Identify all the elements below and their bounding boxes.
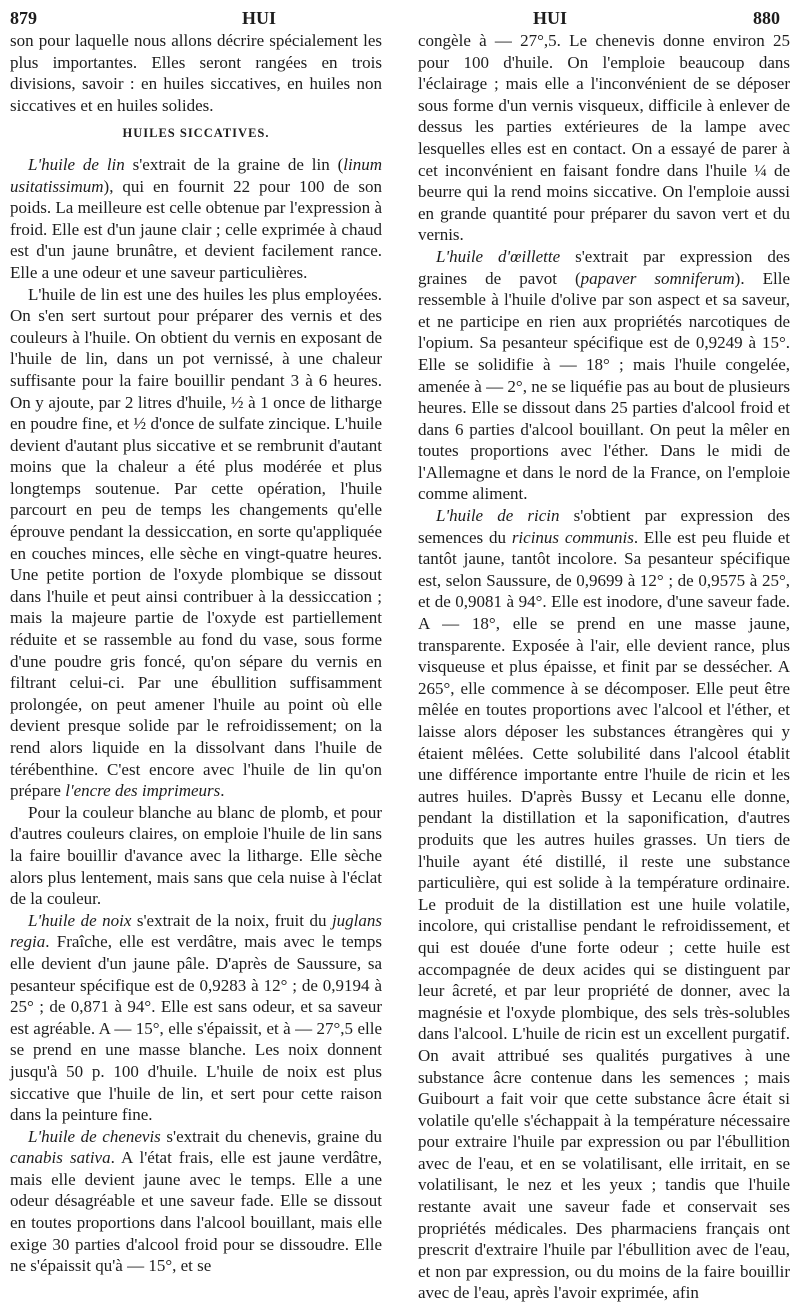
- text: ). Elle ressemble à l'huile d'olive par son aspect et sa saveur, et ne participe en rien aux propriétés narcotiques de l'opium. Sa pesanteur spécifique est de 0,9249 à 15°. Elle se solidifie à — 18° ; mais l'huile congelée, amenée à — 2°, ne se liquéfie pas au bout de plusieurs heures. Elle se dissout dans 25 parties d'alcool froid et dans 6 parties d'alcool bouillant. On peut la mêler en toutes proportions avec l'éther. Dans le midi de l'Allemagne et dans le nord de la France, on l'emploie comme aliment.: [418, 268, 790, 504]
- paragraph-huile-de-ricin: [418, 505, 790, 1304]
- text: . Fraîche, elle est verdâtre, mais avec le temps elle devient d'un jaune pâle. D'après de Saussure, sa pesanteur spécifique est de 0,9283 à 12° ; de 0,9194 à 25° ; de 0,871 à 94°. Elle est sans odeur, et sa saveur est agréable. A — 15°, elle s'épaissit, et à — 27°,5 elle se prend en une masse blanche. Les noix donnent jusqu'à 50 p. 100 d'huile. L'huile de noix est plus siccative que l'huile de lin, et sert pour cette raison dans la peinture fine.: [10, 932, 382, 1125]
- text: s'extrait de la graine de lin (: [124, 154, 344, 174]
- paragraph-huile-de-lin: [10, 154, 382, 284]
- term: L'huile de lin: [28, 154, 125, 174]
- page-number-left: 879: [10, 8, 37, 28]
- term: L'huile de chenevis: [28, 1126, 161, 1146]
- text: . Elle est peu fluide et tantôt jaune, tantôt incolore. Sa pesanteur spécifique est, selon Saussure, de 0,9699 à 12° ; de 0,9575 à 25°, et de 0,9081 à 94°. Elle est inodore, d'une saveur fade. A — 18°, elle se prend en une masse jaune, transparente. Exposée à l'air, elle devient rance, plus visqueuse et plus épaisse, et finit par se dessécher. A 265°, elle commence à se décomposer. Elle peut être mêlée en toutes proportions avec l'alcool et l'éther, et laisse alors déposer les substances étrangères qui y étaient mêlées. Cette solubilité dans l'alcool établit une différence importante entre l'huile de ricin et les autres huiles. D'après Bussy et Lecanu elle donne, pendant la distillation et la saponification, d'autres produits que les autres huiles grasses. Un tiers de l'huile ayant été distillé, il reste une substance particulière, qui est solide à la température ordinaire. Le produit de la distillation est une huile volatile, incolore, qui cristallise pendant le refroidissement, et qui est douée d'une forte odeur ; cette huile est accompagnée de deux acides qui se distinguent par leur âcreté, et par leur propriété de donner, avec la magnésie et l'oxyde plombique, des sels très-solubles dans l'alcool. L'huile de ricin est un excellent purgatif. On avait attribué ses qualités purgatives à une substance âcre contenue dans les semences ; mais Guibourt a fait voir que cette substance âcre était si volatile qu'elle s'échappait à la température nécessaire pour extraire l'huile par expression ou par l'ébullition avec de l'eau, et en se volatilisant, elle irritait, en se volatilisant, le nez et les yeux ; tandis que l'huile restante avait une saveur fade et conservait ses propriétés médicales. Des pharmaciens français ont prescrit d'extraire l'huile par l'ébullition avec de l'eau, et non par expression, ou du moins de la faire bouillir avec de l'eau, après l'avoir exprimée, afin: [418, 527, 790, 1303]
- text: s'obtient par expression des semences du: [418, 506, 790, 547]
- text: s'extrait du chenevis, graine du: [160, 1126, 382, 1146]
- term: L'huile de ricin: [436, 506, 560, 526]
- text: s'extrait de la noix, fruit du: [131, 910, 332, 930]
- section-heading: HUILES SICCATIVES.: [122, 126, 270, 141]
- text: s'extrait par expression des graines de pavot (: [418, 246, 790, 288]
- paragraph-huile-d-oeillette: [418, 246, 790, 505]
- paragraph: Pour la couleur blanche au blanc de plomb, et pour d'autres couleurs claires, on emploie l'huile de lin sans la faire bouillir d'avance avec la litharge. Elle sèche alors plus lentement, mais sans que cela nuise à l'éclat de la couleur.: [10, 802, 382, 909]
- term: L'huile de noix: [28, 910, 132, 930]
- running-head-left: HUI: [242, 8, 277, 28]
- latin-name: juglans regia: [10, 910, 382, 952]
- text: . A l'état frais, elle est jaune verdâtre, mais elle devient jaune avec le temps. Elle a une odeur désagréable et une saveur fade. Elle se dissout en toutes proportions dans l'alcool bouillant, mais elle exige 30 parties d'alcool froid pour se dissoudre. Elle ne s'épaissit qu'à — 15°, et se: [10, 1148, 382, 1276]
- paragraph-huile-de-noix: [10, 910, 382, 1126]
- right-column: [418, 30, 790, 1304]
- page-number-right: 880: [753, 8, 780, 28]
- text: ), qui en fournit 22 pour 100 de son poids. La meilleure est celle obtenue par l'expression à froid. Elle est d'un jaune clair ; celle exprimée à chaud est d'un jaune brunâtre, et devient facilement rance. Elle a une odeur et une saveur particulières.: [10, 176, 382, 282]
- page-header: [0, 0, 800, 34]
- term: l'encre des imprimeurs: [65, 781, 221, 801]
- text: L'huile de lin est une des huiles les plus employées. On s'en sert surtout pour préparer des vernis et des couleurs à l'huile. On obtient du vernis en exposant de l'huile de lin, dans un pot vernissé, à une chaleur suffisante pour la faire bouillir pendant 3 à 6 heures. On y ajoute, par 2 litres d'huile, ½ à 1 once de litharge en poudre fine, et ½ d'once de sulfate zincique. L'huile devient d'autant plus siccative et se rembrunit d'autant moins que la chaleur a été plus modérée et plus longtemps soutenue. Par cette opération, l'huile parcourt en peu de temps les changements qu'elle éprouve pendant la dessiccation, en sorte qu'appliquée en couches minces, elle sèche en vingt-quatre heures. Une petite portion de l'oxyde plombique se dissout dans l'huile et peut ainsi contribuer à la dessiccation ; mais la majeure partie de l'oxyde est partiellement réduite et se rassemble au fond du vase, sous forme d'une poudre gris foncé, qu'on sépare du vernis en filtrant celui-ci. Par une ébullition suffisamment prolongée, on peut amener l'huile au point où elle devient presque solide par le refroidissement; on la rend alors liquide en la dissolvant dans l'huile de térébenthine. C'est encore avec l'huile de lin qu'on prépare: [10, 284, 382, 801]
- latin-name: canabis sativa: [10, 1148, 111, 1168]
- left-column: [10, 30, 382, 1277]
- term: L'huile d'œillette: [436, 246, 561, 266]
- latin-name: linum usitatissimum: [10, 154, 383, 196]
- paragraph: [10, 284, 382, 802]
- paragraph: son pour laquelle nous allons décrire spécialement les plus importantes. Elles seront rangées en trois divisions, savoir : en huiles siccatives, en huiles non siccatives et en huiles solides.: [10, 31, 382, 115]
- latin-name: papaver somniferum: [580, 268, 735, 288]
- paragraph-huile-de-chenevis: [10, 1126, 382, 1277]
- text: .: [220, 781, 225, 801]
- running-head-right: HUI: [533, 8, 568, 28]
- paragraph: congèle à — 27°,5. Le chenevis donne environ 25 pour 100 d'huile. On l'emploie beaucoup dans l'éclairage ; mais elle a l'inconvénient de se déposer sous forme d'un vernis visqueux, difficile à enlever de dessus les parties extérieures de la lampe avec lesquelles elles est en contact. On a essayé de parer à cet inconvénient en faisant fondre dans l'huile ¼ de beurre qui la rend moins siccative. On l'emploie aussi en grande quantité pour préparer du savon vert et du vernis.: [418, 31, 790, 245]
- latin-name: ricinus communis: [511, 527, 634, 547]
